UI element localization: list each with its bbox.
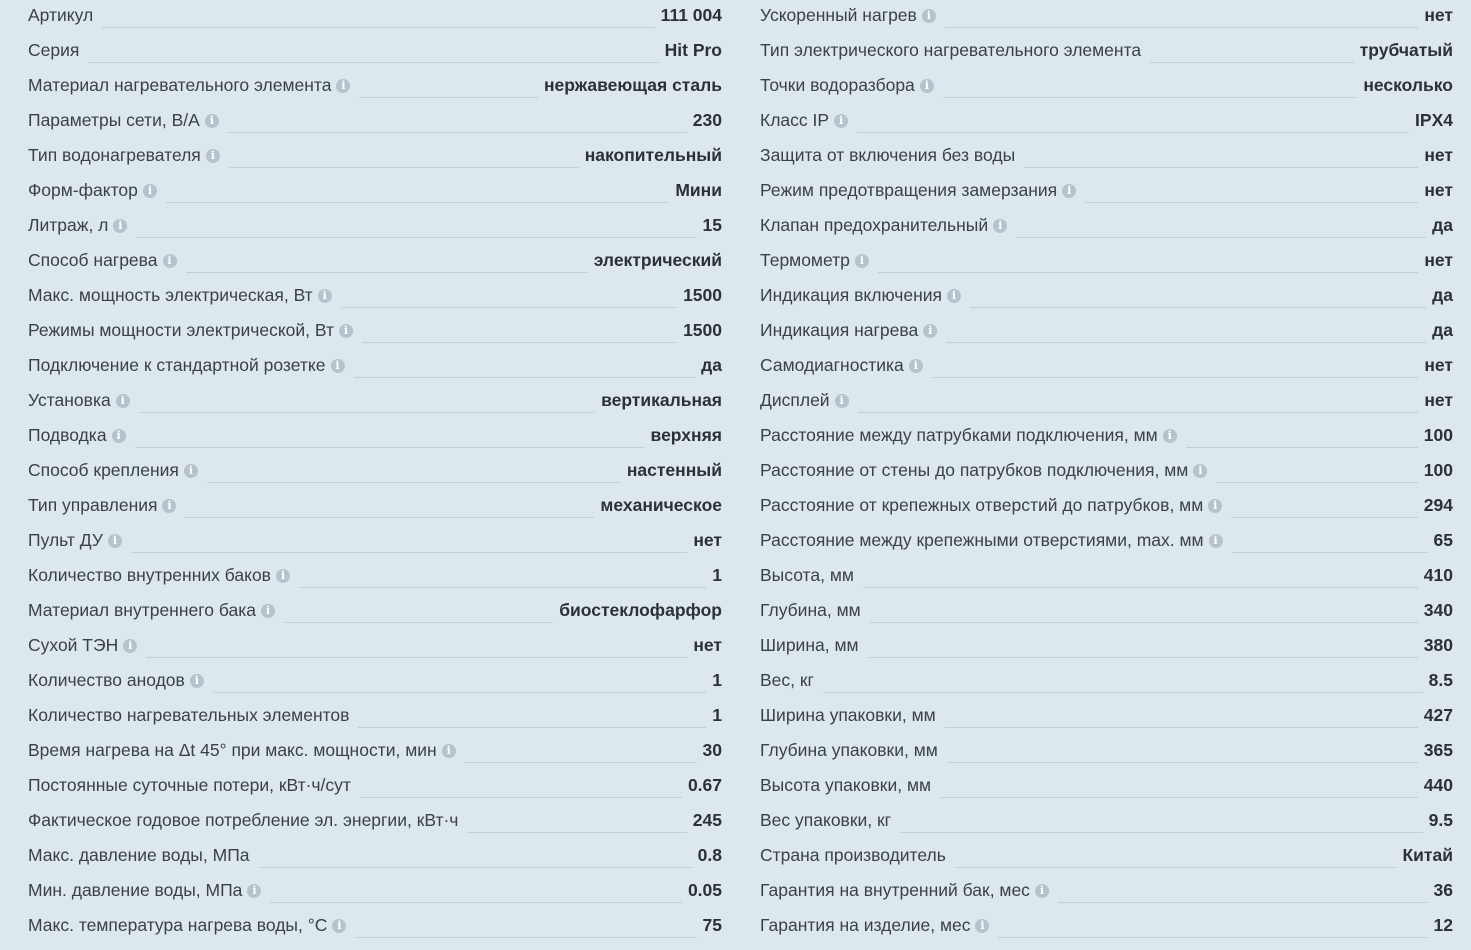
- spec-label: Ширина упаковки, мм: [760, 705, 936, 725]
- spec-label: Тип управления: [28, 495, 158, 515]
- dotted-leader-line: [1231, 483, 1418, 518]
- spec-label: Макс. давление воды, МПа: [28, 845, 250, 865]
- spec-label: Страна производитель: [760, 845, 946, 865]
- info-icon[interactable]: i: [835, 394, 849, 408]
- spec-value: да: [1432, 285, 1453, 305]
- spec-value: 440: [1423, 775, 1453, 795]
- spec-value: механическое: [600, 495, 722, 515]
- info-icon[interactable]: i: [336, 79, 350, 93]
- spec-label: Подключение к стандартной розетке: [28, 355, 326, 375]
- info-icon[interactable]: i: [184, 464, 198, 478]
- spec-label: Точки водоразбора: [760, 75, 915, 95]
- info-icon[interactable]: i: [261, 604, 275, 618]
- spec-value: накопительный: [584, 145, 722, 165]
- spec-label: Фактическое годовое потребление эл. энергии, кВт·ч: [28, 810, 459, 830]
- dotted-leader-line: [166, 168, 669, 203]
- spec-value: 30: [702, 740, 722, 760]
- spec-value: да: [1432, 215, 1453, 235]
- info-icon[interactable]: i: [834, 114, 848, 128]
- dotted-leader-line: [946, 308, 1426, 343]
- spec-value: нержавеющая сталь: [543, 75, 722, 95]
- spec-value: 294: [1423, 495, 1453, 515]
- spec-label: Глубина, мм: [760, 600, 861, 620]
- dotted-leader-line: [146, 623, 687, 658]
- spec-label: Количество нагревательных элементов: [28, 705, 350, 725]
- dotted-leader-line: [259, 833, 692, 868]
- spec-label: Высота, мм: [760, 565, 854, 585]
- spec-label: Глубина упаковки, мм: [760, 740, 938, 760]
- spec-value: нет: [1424, 145, 1453, 165]
- dotted-leader-line: [900, 798, 1423, 833]
- spec-label: Макс. температура нагрева воды, °С: [28, 915, 328, 935]
- spec-label: Параметры сети, В/А: [28, 110, 200, 130]
- spec-value: 15: [702, 215, 722, 235]
- spec-label: Серия: [28, 40, 80, 60]
- dotted-leader-line: [998, 903, 1427, 938]
- spec-label: Подводка: [28, 425, 107, 445]
- spec-label: Расстояние между крепежными отверстиями, max. мм: [760, 530, 1204, 550]
- spec-label: Тип водонагревателя: [28, 145, 201, 165]
- spec-value: Китай: [1402, 845, 1453, 865]
- dotted-leader-line: [185, 483, 594, 518]
- dotted-leader-line: [228, 98, 687, 133]
- spec-value: 65: [1433, 530, 1453, 550]
- info-icon[interactable]: i: [1163, 429, 1177, 443]
- dotted-leader-line: [1232, 518, 1428, 553]
- spec-value: 100: [1423, 425, 1453, 445]
- spec-value: 36: [1433, 880, 1453, 900]
- dotted-leader-line: [88, 28, 658, 63]
- spec-value: 410: [1423, 565, 1453, 585]
- spec-label: Мин. давление воды, МПа: [28, 880, 243, 900]
- dotted-leader-line: [932, 343, 1419, 378]
- info-icon[interactable]: i: [909, 359, 923, 373]
- info-icon[interactable]: i: [331, 359, 345, 373]
- spec-label: Время нагрева на Δt 45° при макс. мощности, мин: [28, 740, 437, 760]
- spec-value: нет: [1424, 355, 1453, 375]
- dotted-leader-line: [270, 868, 682, 903]
- info-icon[interactable]: i: [1193, 464, 1207, 478]
- spec-label: Количество внутренних баков: [28, 565, 271, 585]
- spec-value: 8.5: [1428, 670, 1453, 690]
- spec-value: электрический: [593, 250, 722, 270]
- spec-value: 1500: [683, 285, 722, 305]
- info-icon[interactable]: i: [318, 289, 332, 303]
- spec-label: Сухой ТЭН: [28, 635, 119, 655]
- spec-label: Литраж, л: [28, 215, 109, 235]
- info-icon[interactable]: i: [1035, 884, 1049, 898]
- spec-value: 100: [1423, 460, 1453, 480]
- spec-label: Форм-фактор: [28, 180, 138, 200]
- spec-value: 1500: [683, 320, 722, 340]
- info-icon[interactable]: i: [113, 219, 127, 233]
- info-icon[interactable]: i: [247, 884, 261, 898]
- dotted-leader-line: [341, 273, 677, 308]
- specs-column-left: [28, 0, 722, 943]
- info-icon[interactable]: i: [975, 919, 989, 933]
- spec-value: 1: [712, 705, 722, 725]
- spec-value: 340: [1423, 600, 1453, 620]
- spec-value: Мини: [675, 180, 722, 200]
- dotted-leader-line: [135, 413, 645, 448]
- spec-value: 0.8: [697, 845, 722, 865]
- info-icon[interactable]: i: [993, 219, 1007, 233]
- dotted-leader-line: [207, 448, 621, 483]
- spec-value: 1: [712, 565, 722, 585]
- dotted-leader-line: [943, 63, 1358, 98]
- dotted-leader-line: [1150, 28, 1354, 63]
- spec-value: нет: [693, 530, 722, 550]
- spec-value: 245: [692, 810, 722, 830]
- dotted-leader-line: [136, 203, 696, 238]
- spec-label: Способ нагрева: [28, 250, 158, 270]
- spec-value: 427: [1423, 705, 1453, 725]
- spec-value: настенный: [626, 460, 722, 480]
- spec-label: Материал нагревательного элемента: [28, 75, 332, 95]
- spec-label: Установка: [28, 390, 111, 410]
- spec-value: нет: [1424, 250, 1453, 270]
- spec-value: да: [701, 355, 722, 375]
- spec-value: нет: [1424, 180, 1453, 200]
- spec-value: биостеклофарфор: [559, 600, 722, 620]
- spec-label: Режим предотвращения замерзания: [760, 180, 1058, 200]
- spec-label: Вес, кг: [760, 670, 814, 690]
- dotted-leader-line: [186, 238, 588, 273]
- dotted-leader-line: [299, 553, 706, 588]
- dotted-leader-line: [878, 238, 1418, 273]
- spec-label: Материал внутреннего бака: [28, 600, 256, 620]
- dotted-leader-line: [360, 763, 682, 798]
- dotted-leader-line: [465, 728, 697, 763]
- spec-value: трубчатый: [1359, 40, 1453, 60]
- info-icon[interactable]: i: [339, 324, 353, 338]
- spec-label: Дисплей: [760, 390, 830, 410]
- specs-column-right: [760, 0, 1453, 943]
- info-icon[interactable]: i: [920, 79, 934, 93]
- spec-value: да: [1432, 320, 1453, 340]
- info-icon[interactable]: i: [143, 184, 157, 198]
- spec-label: Высота упаковки, мм: [760, 775, 932, 795]
- dotted-leader-line: [354, 343, 696, 378]
- spec-label: Ускоренный нагрев: [760, 5, 917, 25]
- dotted-leader-line: [1085, 168, 1418, 203]
- info-icon[interactable]: i: [947, 289, 961, 303]
- spec-value: 365: [1423, 740, 1453, 760]
- dotted-leader-line: [1186, 413, 1418, 448]
- spec-value: верхняя: [650, 425, 722, 445]
- dotted-leader-line: [355, 903, 696, 938]
- spec-label: Термометр: [760, 250, 850, 270]
- info-icon[interactable]: i: [190, 674, 204, 688]
- dotted-leader-line: [358, 693, 706, 728]
- spec-label: Макс. мощность электрическая, Вт: [28, 285, 313, 305]
- info-icon[interactable]: i: [123, 639, 137, 653]
- info-icon[interactable]: i: [1062, 184, 1076, 198]
- spec-label: Расстояние между патрубками подключения, мм: [760, 425, 1158, 445]
- spec-value: 1: [712, 670, 722, 690]
- dotted-leader-line: [868, 623, 1418, 658]
- spec-value: 0.05: [687, 880, 722, 900]
- spec-label: Постоянные суточные потери, кВт·ч/сут: [28, 775, 351, 795]
- dotted-leader-line: [359, 63, 538, 98]
- spec-value: 380: [1423, 635, 1453, 655]
- info-icon[interactable]: i: [116, 394, 130, 408]
- dotted-leader-line: [1024, 133, 1418, 168]
- spec-value: 0.67: [687, 775, 722, 795]
- dotted-leader-line: [131, 518, 687, 553]
- info-icon[interactable]: i: [162, 499, 176, 513]
- dotted-leader-line: [970, 273, 1426, 308]
- dotted-leader-line: [1058, 868, 1428, 903]
- spec-value: IPX4: [1415, 110, 1453, 130]
- spec-value: 230: [692, 110, 722, 130]
- spec-label: Расстояние от стены до патрубков подключения, мм: [760, 460, 1189, 480]
- spec-value: 111 004: [660, 5, 722, 25]
- spec-label: Гарантия на внутренний бак, мес: [760, 880, 1030, 900]
- spec-label: Класс IP: [760, 110, 830, 130]
- dotted-leader-line: [945, 0, 1419, 28]
- spec-value: несколько: [1363, 75, 1453, 95]
- spec-label: Режимы мощности электрической, Вт: [28, 320, 335, 340]
- info-icon[interactable]: i: [1208, 499, 1222, 513]
- dotted-leader-line: [940, 763, 1418, 798]
- spec-value: вертикальная: [601, 390, 722, 410]
- dotted-leader-line: [858, 378, 1419, 413]
- info-icon[interactable]: i: [923, 324, 937, 338]
- spec-value: Hit Pro: [664, 40, 722, 60]
- info-icon[interactable]: i: [108, 534, 122, 548]
- dotted-leader-line: [229, 133, 579, 168]
- info-icon[interactable]: i: [855, 254, 869, 268]
- dotted-leader-line: [947, 728, 1418, 763]
- info-icon[interactable]: i: [205, 114, 219, 128]
- dotted-leader-line: [1016, 203, 1426, 238]
- spec-label: Количество анодов: [28, 670, 185, 690]
- spec-label: Артикул: [28, 5, 94, 25]
- info-icon[interactable]: i: [1209, 534, 1223, 548]
- dotted-leader-line: [139, 378, 595, 413]
- dotted-leader-line: [284, 588, 553, 623]
- info-icon[interactable]: i: [206, 149, 220, 163]
- spec-row: [28, 908, 722, 943]
- dotted-leader-line: [1216, 448, 1417, 483]
- info-icon[interactable]: i: [922, 9, 936, 23]
- info-icon[interactable]: i: [112, 429, 126, 443]
- dotted-leader-line: [857, 98, 1409, 133]
- spec-value: нет: [693, 635, 722, 655]
- dotted-leader-line: [863, 553, 1418, 588]
- dotted-leader-line: [467, 798, 686, 833]
- info-icon[interactable]: i: [163, 254, 177, 268]
- spec-row: [760, 908, 1453, 943]
- info-icon[interactable]: i: [332, 919, 346, 933]
- spec-label: Гарантия на изделие, мес: [760, 915, 971, 935]
- dotted-leader-line: [945, 693, 1418, 728]
- spec-label: Способ крепления: [28, 460, 179, 480]
- dotted-leader-line: [823, 658, 1423, 693]
- spec-value: нет: [1424, 5, 1453, 25]
- spec-value: 9.5: [1428, 810, 1453, 830]
- dotted-leader-line: [102, 0, 654, 28]
- dotted-leader-line: [955, 833, 1397, 868]
- spec-label: Самодиагностика: [760, 355, 904, 375]
- spec-label: Пульт ДУ: [28, 530, 103, 550]
- spec-label: Индикация нагрева: [760, 320, 919, 340]
- spec-label: Индикация включения: [760, 285, 943, 305]
- spec-value: нет: [1424, 390, 1453, 410]
- spec-label: Клапан предохранительный: [760, 215, 989, 235]
- spec-value: 12: [1433, 915, 1453, 935]
- spec-value: 75: [702, 915, 722, 935]
- info-icon[interactable]: i: [442, 744, 456, 758]
- spec-label: Защита от включения без воды: [760, 145, 1016, 165]
- spec-label: Ширина, мм: [760, 635, 859, 655]
- info-icon[interactable]: i: [276, 569, 290, 583]
- spec-label: Тип электрического нагревательного элемента: [760, 40, 1142, 60]
- spec-label: Вес упаковки, кг: [760, 810, 892, 830]
- dotted-leader-line: [213, 658, 706, 693]
- dotted-leader-line: [870, 588, 1418, 623]
- spec-label: Расстояние от крепежных отверстий до патрубков, мм: [760, 495, 1204, 515]
- dotted-leader-line: [362, 308, 677, 343]
